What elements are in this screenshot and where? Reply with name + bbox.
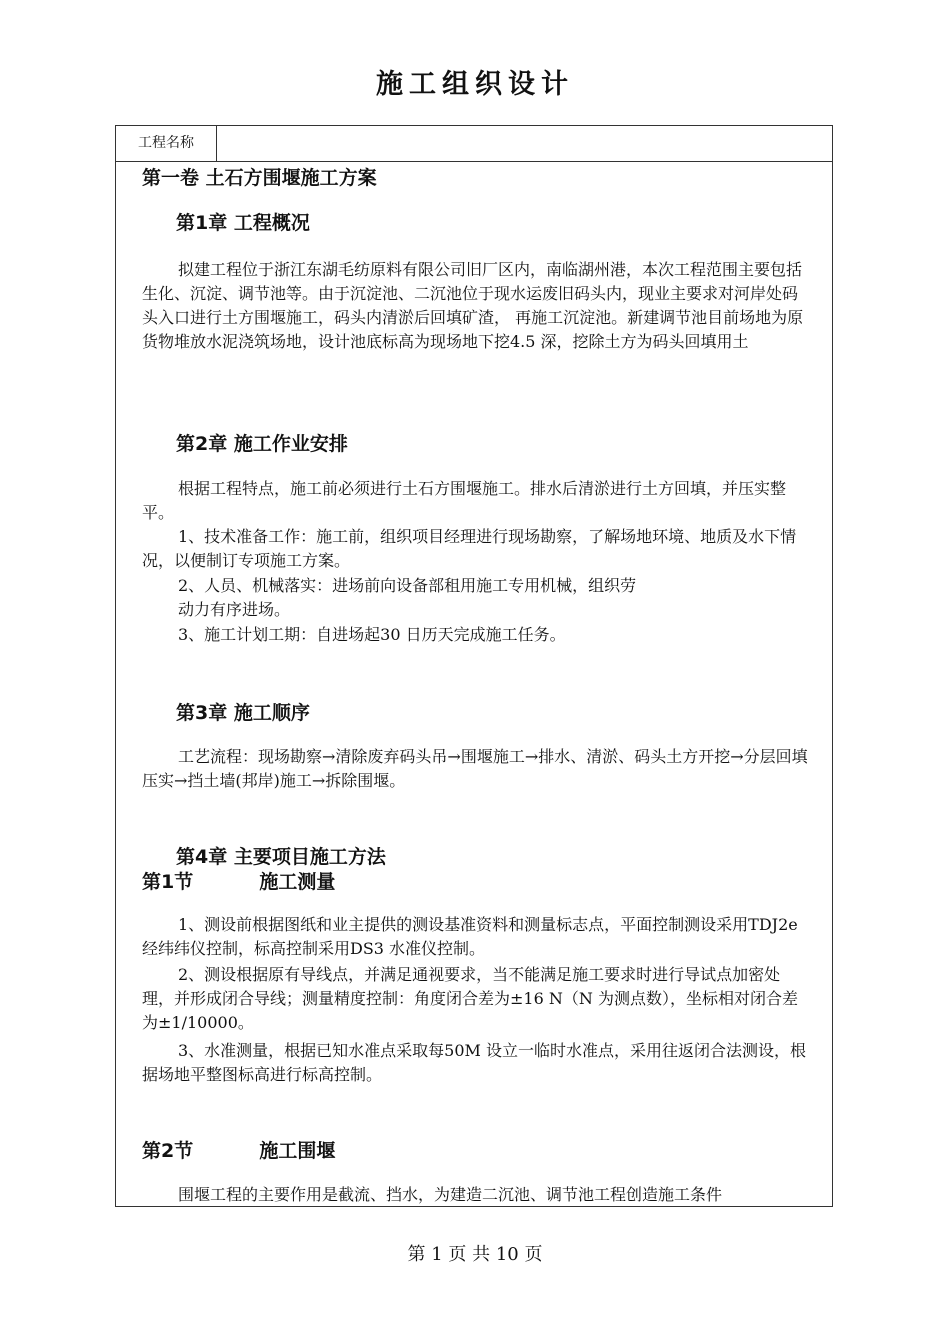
chapter4-heading: 第4章 主要项目施工方法 xyxy=(176,846,386,868)
section1-item1: 1、测设前根据图纸和业主提供的测设基准资料和测量标志点，平面控制测设采用TDJ2e 经纬纬仪控制，标高控制采用DS3 水准仪控制。 xyxy=(142,915,798,958)
document-title: 施工组织设计 xyxy=(376,69,574,100)
section1-item2: 2、测设根据原有导线点，并满足通视要求，当不能满足施工要求时进行导试点加密处理，并形成闭合导线；测量精度控制：角度闭合差为±16 N（N 为测点数），坐标相对闭合差为±1/10000。 xyxy=(142,965,798,1032)
project-name-label: 工程名称 xyxy=(116,126,217,161)
chapter2-item2-line1: 2、人员、机械落实：进场前向设备部租用施工专用机械，组织劳 xyxy=(178,576,637,595)
chapter2-item2-line2: 动力有序进场。 xyxy=(178,600,291,619)
chapter2-item3: 3、施工计划工期：自进场起30 日历天完成施工任务。 xyxy=(178,625,566,644)
chapter3-paragraph: 工艺流程：现场勘察→清除废弃码头吊→围堰施工→排水、清淤、码头土方开挖→分层回填压实→挡土墙(邦岸)施工→拆除围堰。 xyxy=(142,747,808,790)
section1-item3: 3、水准测量，根据已知水准点采取每50M 设立一临时水准点，采用往返闭合法测设，根据场地平整图标高进行标高控制。 xyxy=(142,1041,807,1084)
section2-heading: 第2节 施工围堰 xyxy=(142,1140,336,1162)
page-footer: 第 1 页 共 10 页 xyxy=(407,1244,543,1265)
volume-title: 第一卷 土石方围堰施工方案 xyxy=(142,167,377,189)
project-name-row xyxy=(116,126,832,162)
section1-heading: 第1节 施工测量 xyxy=(142,871,336,893)
chapter2-heading: 第2章 施工作业安排 xyxy=(176,433,348,455)
chapter2-intro: 根据工程特点，施工前必须进行土石方围堰施工。排水后清淤进行土方回填，并压实整平。 xyxy=(142,479,787,522)
section2-paragraph: 围堰工程的主要作用是截流、挡水，为建造二沉池、调节池工程创造施工条件 xyxy=(178,1185,723,1204)
chapter1-heading: 第1章 工程概况 xyxy=(176,212,310,234)
chapter1-paragraph: 拟建工程位于浙江东湖毛纺原料有限公司旧厂区内，南临湖州港，本次工程范围主要包括生化、沉淀、调节池等。由于沉淀池、二沉池位于现水运废旧码头内，现业主要求对河岸处码头入口进行土方围堰施工，码头内清淤后回填矿渣， 再施工沉淀池。新建调节池目前场地为原货物堆放水泥浇筑场地，设计池底标高为现场地下挖4.5 深，挖除土方为码头回填用土 xyxy=(142,260,804,351)
chapter3-heading: 第3章 施工顺序 xyxy=(176,702,310,724)
chapter2-item1: 1、技术准备工作：施工前，组织项目经理进行现场勘察，了解场地环境、地质及水下情况，以便制订专项施工方案。 xyxy=(142,527,797,570)
